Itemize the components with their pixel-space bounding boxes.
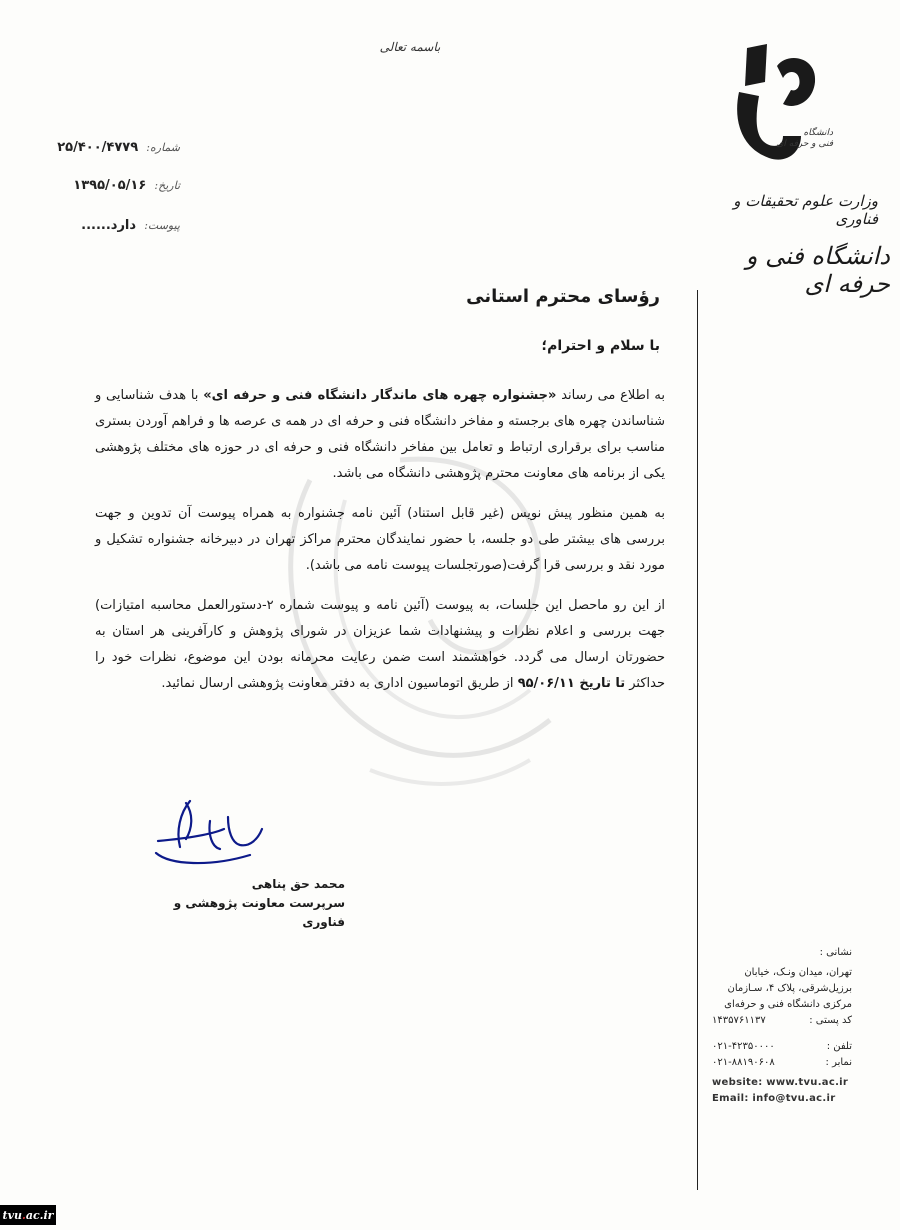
postal-code-value: ۱۴۳۵۷۶۱۱۳۷ xyxy=(712,1015,766,1026)
handwritten-signature-icon xyxy=(150,795,270,875)
deadline-date: تا تاریخ ۹۵/۰۶/۱۱ xyxy=(517,676,626,691)
letter-date-value: ۱۳۹۵/۰۵/۱۶ xyxy=(73,178,147,193)
address-line-3: مرکزی دانشگاه فنی و حرفه‌ای xyxy=(724,999,852,1010)
greeting-line: با سلام و احترام؛ xyxy=(541,338,660,354)
email-link[interactable]: Email: info@tvu.ac.ir xyxy=(712,1093,836,1104)
letter-date-field xyxy=(30,178,180,193)
attachment-value: دارد...... xyxy=(81,218,137,233)
university-name: دانشگاه فنی و حرفه ای xyxy=(745,242,890,298)
attachment-field xyxy=(30,218,180,233)
address-line-2: برزیل‌شرقی، پلاک ۴، سـازمان xyxy=(727,983,852,994)
letter-number-field xyxy=(30,140,180,155)
margin-divider-line xyxy=(697,290,698,1190)
logo-caption-line1: دانشگاه xyxy=(803,128,833,138)
address-line-1: تهران، میدان ونـک، خیابان xyxy=(744,967,852,978)
signatory-block xyxy=(165,875,345,932)
recipient-heading: رؤسای محترم استانی xyxy=(466,286,660,307)
site-badge-prefix: tvu xyxy=(2,1208,22,1222)
phone-row xyxy=(712,1039,852,1055)
site-badge-dot: . xyxy=(22,1208,26,1222)
university-logo xyxy=(725,40,833,170)
phone-value: ۰۲۱-۴۲۳۵۰۰۰۰ xyxy=(712,1041,775,1052)
site-badge-suffix: ac.ir xyxy=(25,1208,54,1222)
body-paragraph-3: از این رو ماحصل این جلسات، به پیوست (آئین نامه و پیوست شماره ۲-دستورالعمل محاسبه امتیازات) جهت بررسی و اعلام نظرات و پیشنهادات شما عزیزان در شورای پژوهش و کارآفرینی هر استان به حضورتان ارسال می گردد. خواهشمند است ضمن رعایت محرمانه بودن این موضوع، نظرات خود را حداکثر تا تاریخ ۹۵/۰۶/۱۱ از طریق اتوماسیون اداری به دفتر معاونت پژوهشی ارسال نمائید. xyxy=(95,598,665,691)
letter-number-label: شماره: xyxy=(146,141,180,154)
fax-row xyxy=(712,1055,852,1071)
contact-footer xyxy=(712,945,852,1107)
ministry-name: وزارت علوم تحقیقات و فناوری xyxy=(733,192,878,228)
invocation-text: باسمه تعالی xyxy=(379,40,441,54)
address-label: نشانی : xyxy=(819,947,852,958)
tvu-logo-icon xyxy=(725,40,825,170)
fax-value: ۰۲۱-۸۸۱۹۰۶۰۸ xyxy=(712,1057,775,1068)
phone-label: تلفن : xyxy=(826,1041,852,1052)
festival-name: «جشنواره چهره های ماندگار دانشگاه فنی و حرفه ای» xyxy=(203,388,557,403)
website-link[interactable]: website: www.tvu.ac.ir xyxy=(712,1077,849,1088)
postal-code-label: کد پستی : xyxy=(809,1015,852,1026)
site-badge xyxy=(0,1205,56,1225)
signatory-name: محمد حق پناهی xyxy=(251,877,345,891)
postal-code-row xyxy=(712,1013,852,1029)
attachment-label: پیوست: xyxy=(144,219,180,232)
letter-number-value: ۲۵/۴۰۰/۴۷۷۹ xyxy=(57,140,139,155)
body-paragraph-1: به اطلاع می رساند «جشنواره چهره های ماندگار دانشگاه فنی و حرفه ای» با هدف شناسایی و شناساندن چهره های برجسته و مفاخر دانشگاه فنی و حرفه ای در همه ی عرصه ها و فراهم آوردن بستری مناسب برای برقراری ارتباط و تعامل بین مفاخر دانشگاه فنی و حرفه ای در حوزه های مختلف پژوهشی یکی از برنامه های معاونت محترم پژوهشی دانشگاه می باشد. xyxy=(95,388,665,481)
letter-date-label: تاریخ: xyxy=(154,179,180,192)
body-paragraph-2: به همین منظور پیش نویس (غیر قابل استناد) آئین نامه جشنواره به همراه پیوست آن تدوین و جهت بررسی های بیشتر طی دو جلسه، با حضور نمایندگان محترم مراکز تهران در دبیرخانه جشنواره تشکیل و مورد نقد و بررسی قرا گرفت(صورتجلسات پیوست نامه می باشد). xyxy=(95,506,665,573)
fax-label: نمابر : xyxy=(825,1057,852,1068)
signatory-title: سرپرست معاونت پژوهشی و فناوری xyxy=(173,896,345,929)
letter-body xyxy=(95,383,665,711)
logo-caption-line2: فنی و حرفه ای xyxy=(776,139,833,149)
